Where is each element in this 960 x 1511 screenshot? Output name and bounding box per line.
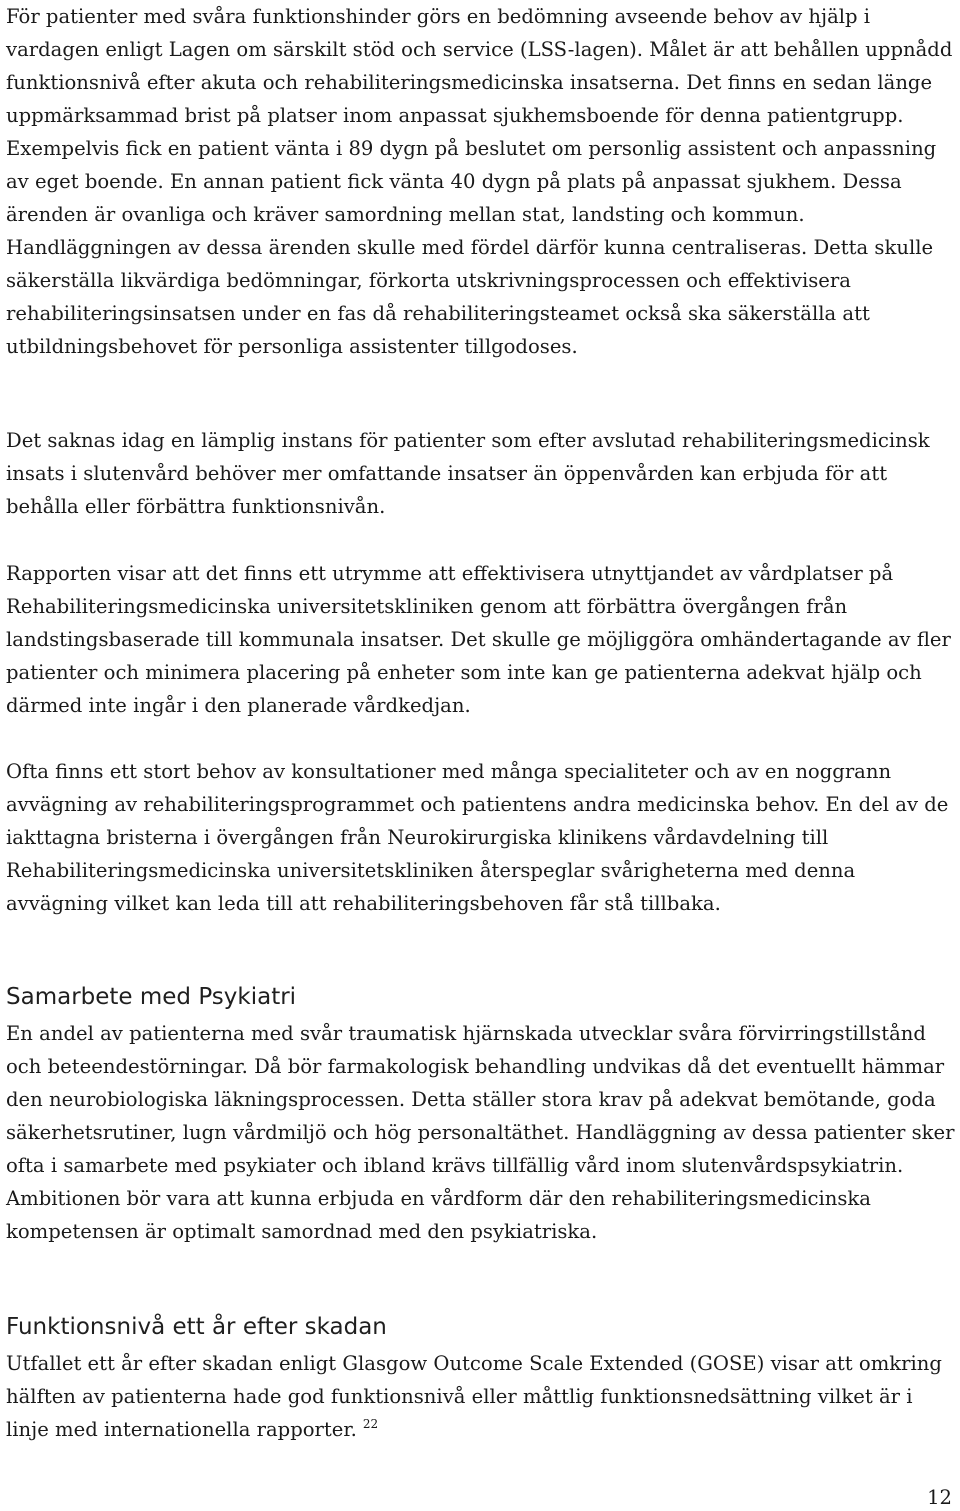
heading-outcome: Funktionsnivå ett år efter skadan bbox=[6, 1314, 387, 1340]
page-number: 12 bbox=[927, 1486, 952, 1509]
footnote-reference: 22 bbox=[362, 1417, 379, 1431]
paragraph-outcome-text: Utfallet ett år efter skadan enligt Glasgow Outcome Scale Extended (GOSE) visar att omkring hälften av patienterna hade god funktionsnivå eller måttlig funktionsnedsättning vilket är i linje med internationella rapporter. bbox=[6, 1352, 942, 1441]
document-page bbox=[6, 0, 956, 1511]
paragraph-outcome bbox=[6, 1347, 956, 1446]
paragraph-consultations: Ofta finns ett stort behov av konsultationer med många specialiteter och av en noggrann avvägning av rehabiliteringsprogrammet och patientens andra medicinska behov. En del av de iakttagna bristerna i övergången från Neurokirurgiska klinikens vårdavdelning till Rehabiliteringsmedicinska universitetskliniken återspeglar svårigheterna med denna avvägning vilket kan leda till att rehabiliteringsbehoven får stå tillbaka. bbox=[6, 760, 949, 915]
paragraph-missing-instance: Det saknas idag en lämplig instans för patienter som efter avslutad rehabiliteringsmedicinsk insats i slutenvård behöver mer omfattande insatser än öppenvården kan erbjuda för att behålla eller förbättra funktionsnivån. bbox=[6, 429, 930, 518]
paragraph-psychiatry: En andel av patienterna med svår traumatisk hjärnskada utvecklar svåra förvirringstillstånd och beteendestörningar. Då bör farmakologisk behandling undvikas då det eventuellt hämmar den neurobiologiska läkningsprocessen. Detta ställer stora krav på adekvat bemötande, goda säkerhetsrutiner, lugn vårdmiljö och hög personaltäthet. Handläggning av dessa patienter sker ofta i samarbete med psykiater och ibland krävs tillfällig vård inom slutenvårdspsykiatrin. Ambitionen bör vara att kunna erbjuda en vårdform där den rehabiliteringsmedicinska kompetensen är optimalt samordnad med den psykiatriska. bbox=[6, 1022, 955, 1243]
heading-psychiatry: Samarbete med Psykiatri bbox=[6, 984, 297, 1010]
paragraph-lss: För patienter med svåra funktionshinder görs en bedömning avseende behov av hjälp i vardagen enligt Lagen om särskilt stöd och service (LSS-lagen). Målet är att behållen uppnådd funktionsnivå efter akuta och rehabiliteringsmedicinska insatserna. Det finns en sedan länge uppmärksammad brist på platser inom anpassat sjukhemsboende för denna patientgrupp. Exempelvis fick en patient vänta i 89 dygn på beslutet om personlig assistent och anpassning av eget boende. En annan patient fick vänta 40 dygn på plats på anpassat sjukhem. Dessa ärenden är ovanliga och kräver samordning mellan stat, landsting och kommun. Handläggningen av dessa ärenden skulle med fördel därför kunna centraliseras. Detta skulle säkerställa likvärdiga bedömningar, förkorta utskrivningsprocessen och effektivisera rehabiliteringsinsatsen under en fas då rehabiliteringsteamet också ska säkerställa att utbildningsbehovet för personliga assistenter tillgodoses. bbox=[6, 5, 953, 358]
paragraph-report-findings: Rapporten visar att det finns ett utrymme att effektivisera utnyttjandet av vårdplatser på Rehabiliteringsmedicinska universitetskliniken genom att förbättra övergången från landstingsbaserade till kommunala insatser. Det skulle ge möjliggöra omhändertagande av fler patienter och minimera placering på enheter som inte kan ge patienterna adekvat hjälp och därmed inte ingår i den planerade vårdkedjan. bbox=[6, 562, 951, 717]
